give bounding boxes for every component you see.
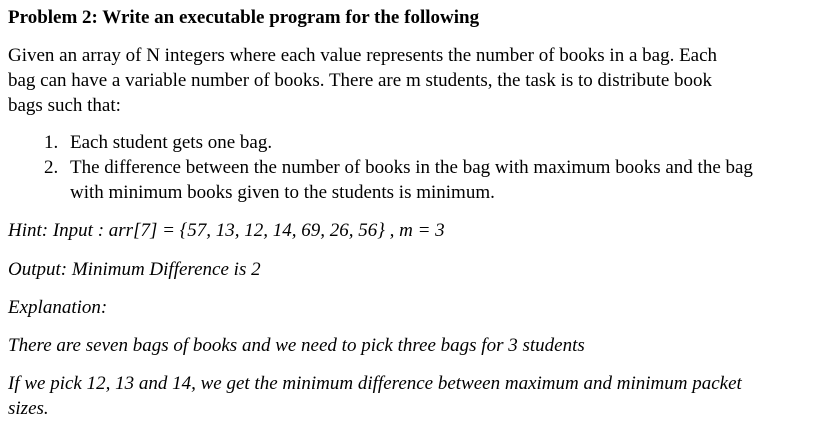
rule-line: with minimum books given to the students is minimum. [70,182,495,203]
rule-number: 2. [44,157,59,178]
explanation-label: Explanation: [8,297,108,318]
rule-line: The difference between the number of books in the bag with maximum books and the bag [70,157,753,178]
problem-description [8,43,808,118]
rule-number: 1. [44,132,59,153]
rule-line: Each student gets one bag. [70,132,273,153]
rules-list [44,130,824,205]
explanation-line: If we pick 12, 13 and 14, we get the minimum difference between maximum and minimum packet [8,373,742,394]
rule-item [44,130,824,155]
rule-text [70,130,824,155]
description-line: Given an array of N integers where each value represents the number of books in a bag. Each [8,45,718,66]
explanation-line: There are seven bags of books and we need to pick three bags for 3 students [8,335,585,356]
rule-text [70,155,824,205]
description-line: bag can have a variable number of books. There are m students, the task is to distribute book [8,70,713,91]
output-line: Output: Minimum Difference is 2 [8,259,261,280]
description-line: bags such that: [8,95,121,116]
problem-title: Problem 2: Write an executable program for the following [8,7,480,28]
hint-line: Hint: Input : arr[7] = {57, 13, 12, 14, 69, 26, 56} , m = 3 [8,220,445,241]
explanation-line: sizes. [8,398,49,419]
rule-item [44,155,824,205]
